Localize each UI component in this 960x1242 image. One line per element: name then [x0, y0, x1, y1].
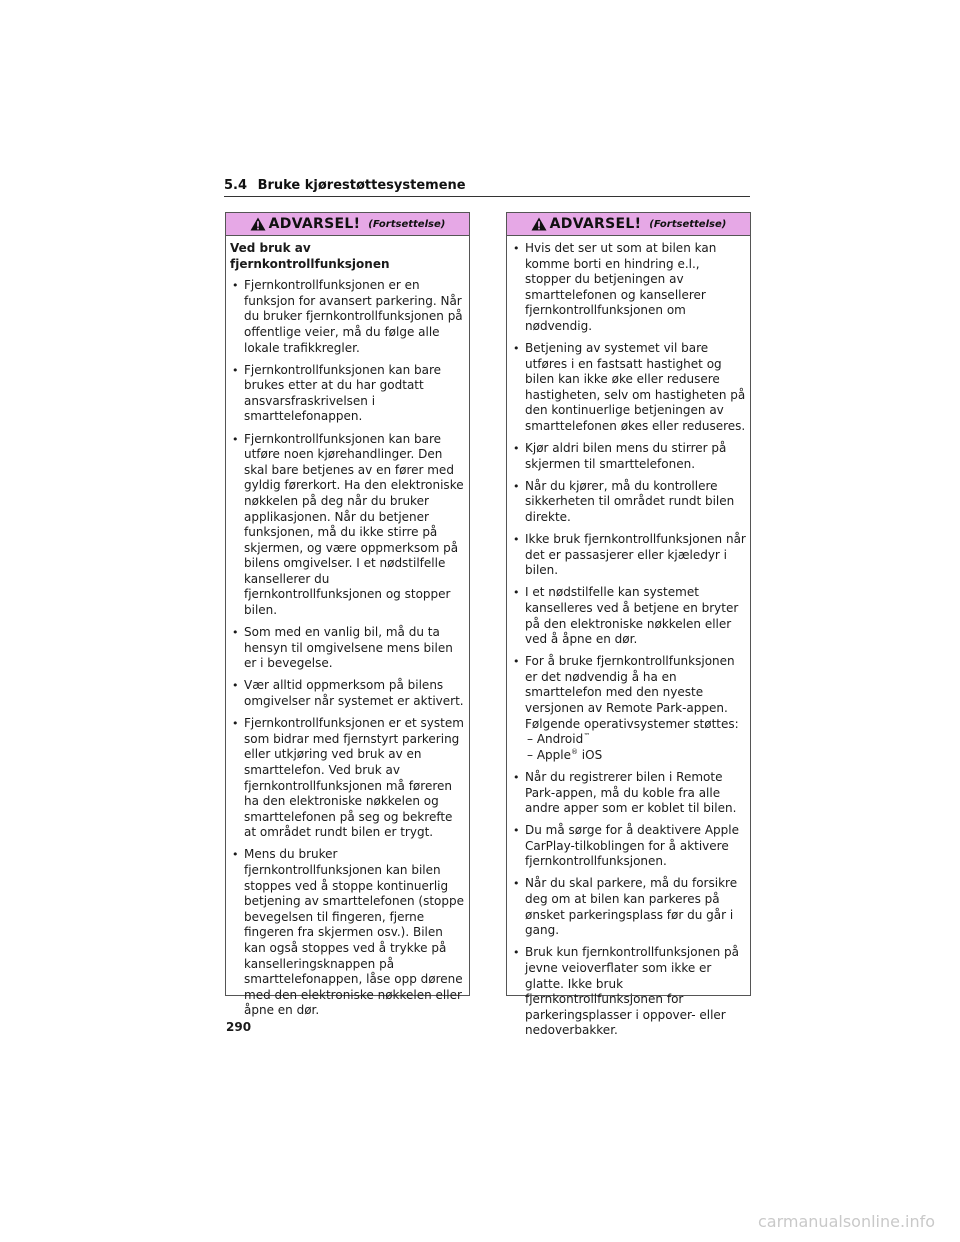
warning-box-header	[507, 213, 750, 236]
warning-box-right	[506, 212, 751, 1038]
registered-mark: ®	[570, 747, 578, 756]
list-item: • Når du skal parkere, må du forsikre deg om at bilen kan parkeres på ønsket parkeringsplass før du går i gang.	[511, 876, 746, 938]
list-item: • Vær alltid oppmerksom på bilens omgivelser når systemet er aktivert.	[230, 678, 465, 709]
warning-label: ADVARSEL!	[268, 216, 361, 232]
list-item: • Du må sørge for å deaktivere Apple CarPlay-tilkoblingen for å aktivere fjernkontrollfunksjonen.	[511, 823, 746, 870]
list-item-os	[511, 654, 746, 763]
list-item: • Fjernkontrollfunksjonen kan bare utføre noen kjørehandlinger. Den skal bare betjenes av en fører med gyldig førerkort. Ha den elektroniske nøkkelen på deg når du bruker applikasjonen. Når du betjener funksjonen, må du ikke stirre på skjermen, og være oppmerksom på bilens omgivelser. I et nødstilfelle kansellerer du fjernkontrollfunksjonen og stopper bilen.	[230, 432, 465, 619]
list-item: • Når du kjører, må du kontrollere sikkerheten til området rundt bilen direkte.	[511, 479, 746, 526]
list-item: • Når du registrerer bilen i Remote Park-appen, må du koble fra alle andre apper som er koblet til bilen.	[511, 770, 746, 817]
list-item: • Fjernkontrollfunksjonen er et system som bidrar med fjernstyrt parkering eller utkjøring ved bruk av en smarttelefon. Ved bruk av fjernkontrollfunksjonen må føreren ha den elektroniske nøkkelen og smarttelefonen på seg og bekrefte at området rundt bilen er trygt.	[230, 716, 465, 841]
warning-triangle-icon	[250, 217, 266, 231]
list-item: • Ikke bruk fjernkontrollfunksjonen når det er passasjerer eller kjæledyr i bilen.	[511, 532, 746, 579]
os-android: – Android™	[527, 732, 591, 747]
list-item: • Hvis det ser ut som at bilen kan komme borti en hindring e.l., stopper du betjeningen av smarttelefonen og kansellerer fjernkontrollfunksjonen om nødvendig.	[511, 241, 746, 335]
bullet-list	[511, 241, 746, 1039]
section-header	[224, 178, 750, 197]
warning-triangle-icon	[531, 217, 547, 231]
warning-label: ADVARSEL!	[549, 216, 642, 232]
list-item: • Betjening av systemet vil bare utføres i en fastsatt hastighet og bilen kan ikke øke eller redusere hastigheten, selv om hastigheten på den kontinuerlige betjeningen av smarttelefonen økes eller reduseres.	[511, 341, 746, 435]
warning-continued: (Fortsettelse)	[649, 218, 727, 230]
list-item: • Kjør aldri bilen mens du stirrer på skjermen til smarttelefonen.	[511, 441, 746, 472]
trademark-mark: ™	[583, 732, 591, 741]
warning-box-left	[225, 212, 470, 1018]
list-item: • Bruk kun fjernkontrollfunksjonen på jevne veioverflater som ikke er glatte. Ikke bruk fjernkontrollfunksjonen for parkeringsplasser i oppover- eller nedoverbakker.	[511, 945, 746, 1039]
section-number: 5.4	[224, 178, 248, 193]
watermark: carmanualsonline.info	[758, 1212, 936, 1231]
list-item: • Som med en vanlig bil, må du ta hensyn til omgivelsene mens bilen er i bevegelse.	[230, 625, 465, 672]
list-item: • Mens du bruker fjernkontrollfunksjonen kan bilen stoppes ved å stoppe kontinuerlig betjening av smarttelefonen (stoppe bevegelsen til fingeren, fjerne fingeren fra skjermen osv.). Bilen kan også stoppes ved å trykke på kanselleringsknappen på smarttelefonappen, låse opp dørene med den elektroniske nøkkelen eller åpne en dør.	[230, 847, 465, 1019]
bullet-list	[230, 278, 465, 1019]
os-apple: – Apple® iOS	[527, 747, 603, 762]
warning-continued: (Fortsettelse)	[368, 218, 446, 230]
warning-box-header	[226, 213, 469, 236]
list-item: • I et nødstilfelle kan systemet kanselleres ved å betjene en bryter på den elektroniske nøkkelen eller ved å åpne en dør.	[511, 585, 746, 647]
os-text: For å bruke fjernkontrollfunksjonen er det nødvendig å ha en smarttelefon med den nyeste versjonen av Remote Park-appen. Følgende operativsystemer støttes:	[525, 654, 739, 731]
list-item: • Fjernkontrollfunksjonen er en funksjon for avansert parkering. Når du bruker fjernkontrollfunksjonen på offentlige veier, må du følge alle lokale trafikkregler.	[230, 278, 465, 356]
box-subtitle: Ved bruk av fjernkontrollfunksjonen	[230, 241, 390, 271]
list-item: • Fjernkontrollfunksjonen kan bare brukes etter at du har godtatt ansvarsfraskrivelsen i smarttelefonappen.	[230, 363, 465, 425]
section-title: Bruke kjørestøttesystemene	[257, 178, 466, 193]
page-number: 290	[226, 1020, 252, 1034]
